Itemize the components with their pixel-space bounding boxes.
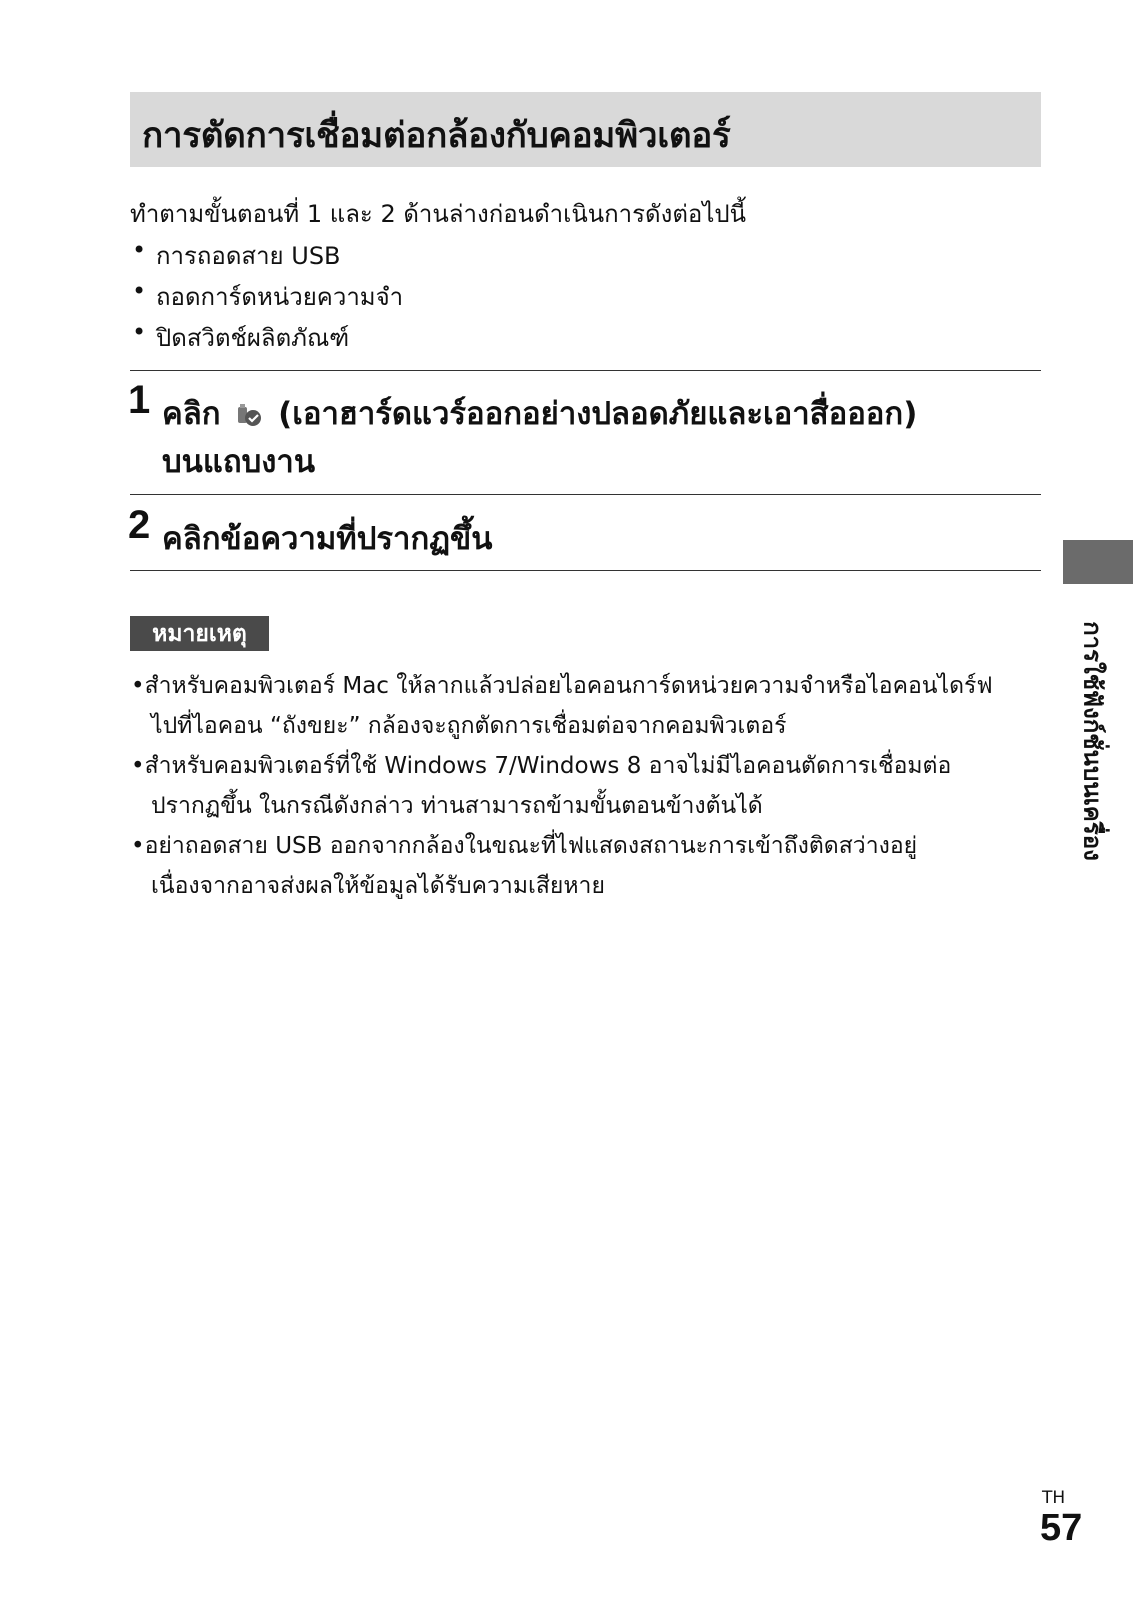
bullet-dot: • (131, 753, 145, 779)
note-label: หมายเหตุ (130, 616, 269, 651)
list-item: • การถอดสาย USB (132, 236, 341, 270)
bullet-dot: • (131, 833, 145, 859)
intro-text: ทำตามขั้นตอนที่ 1 และ 2 ด้านล่างก่อนดำเนินการดังต่อไปนี้ (130, 200, 747, 228)
safely-remove-hardware-icon (235, 400, 263, 426)
bullet-list (132, 236, 403, 359)
list-item: •สำหรับคอมพิวเตอร์ Mac ให้ลากแล้วปล่อยไอคอนการ์ดหน่วยความจำหรือไอคอนไดร์ฟ ไปที่ไอคอน “ถังขยะ” กล้องจะถูกตัดการเชื่อมต่อจากคอมพิวเตอร์ (131, 673, 993, 739)
step-1-number: 1 (128, 378, 151, 422)
step-2-line-1: คลิกข้อความที่ปรากฏขึ้น (162, 521, 493, 557)
section-side-label: การใช้ฟังก์ชั่นบนเครื่อง (1078, 621, 1107, 861)
bullet-dot: • (131, 673, 145, 699)
title-bar (130, 92, 1041, 167)
list-item: • ถอดการ์ดหน่วยความจำ (132, 277, 404, 311)
notes-list (131, 666, 993, 906)
step-1-line-2: บนแถบงาน (162, 444, 316, 480)
divider (130, 570, 1041, 571)
divider (130, 494, 1041, 495)
bullet-dot: • (132, 318, 147, 346)
list-item: •อย่าถอดสาย USB ออกจากกล้องในขณะที่ไฟแสดงสถานะการเข้าถึงติดสว่างอยู่ เนื่องจากอาจส่งผลให้ข้อมูลได้รับความเสียหาย (131, 833, 918, 899)
bullet-dot: • (132, 277, 147, 305)
section-tab (1063, 540, 1133, 584)
list-item: •สำหรับคอมพิวเตอร์ที่ใช้ Windows 7/Windows 8 อาจไม่มีไอคอนตัดการเชื่อมต่อ ปรากฏขึ้น ในกรณีดังกล่าว ท่านสามารถข้ามขั้นตอนข้างต้นได้ (131, 753, 952, 819)
divider (130, 370, 1041, 371)
step-1-line-1: คลิก (เอาฮาร์ดแวร์ออกอย่างปลอดภัยและเอาสื่อออก) (162, 396, 918, 432)
list-item: • ปิดสวิตช์ผลิตภัณฑ์ (132, 318, 350, 352)
language-code: TH (1042, 1488, 1066, 1508)
bullet-dot: • (132, 236, 147, 264)
step-2-number: 2 (128, 503, 151, 547)
page-title: การตัดการเชื่อมต่อกล้องกับคอมพิวเตอร์ (142, 116, 731, 156)
page-number: 57 (1040, 1507, 1083, 1549)
